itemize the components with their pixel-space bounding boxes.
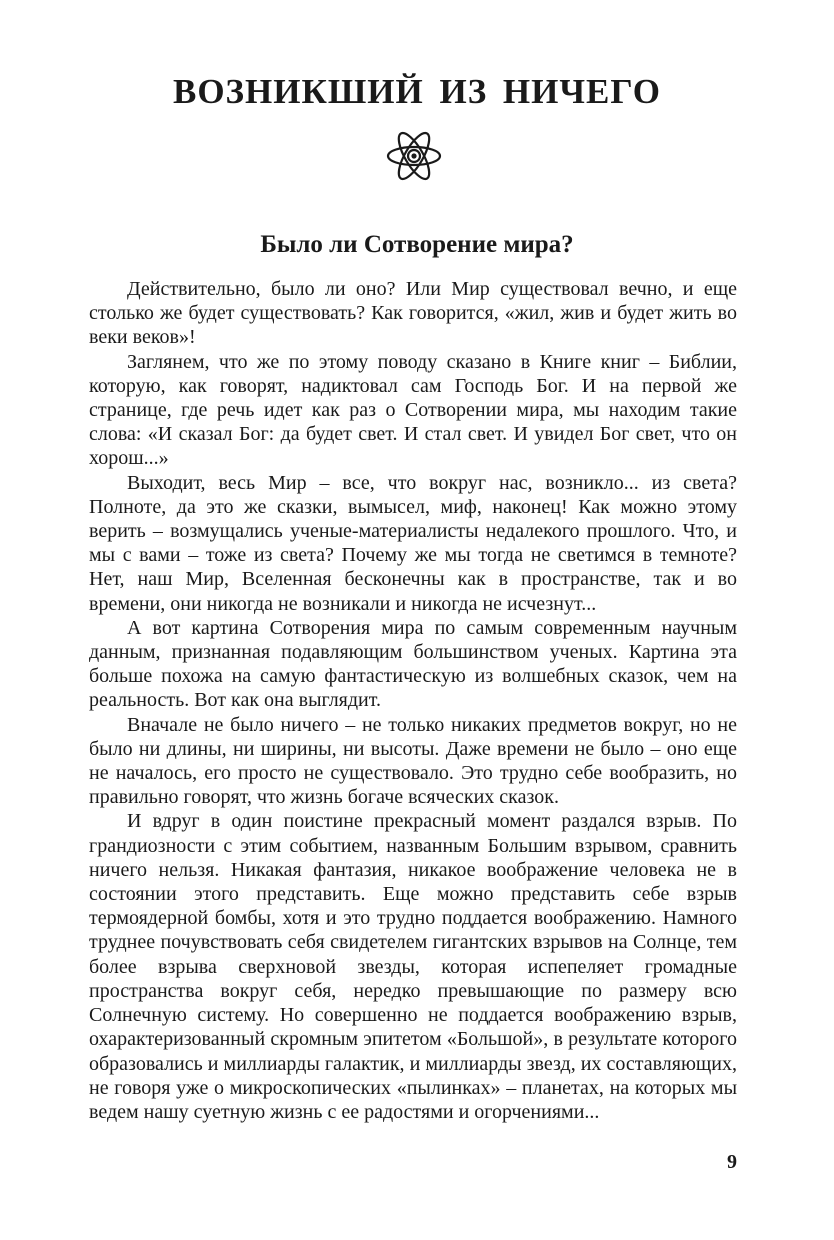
paragraph: И вдруг в один поистине прекрасный момент раздался взрыв. По грандиозности с этим событием, названным Большим взрывом, сравнить ничего нельзя. Никакая фантазия, никакое воображение человека не в состоянии этого представить. Еще можно представить себе взрыв термоядерной бомбы, хотя и это трудно поддается воображению. Намного труднее почувствовать себя свидетелем гигантских взрывов на Солнце, тем более взрыва сверхновой звезды, которая испепеляет громадные пространства вокруг себя, нередко превышающие по размеру всю Солнечную систему. Но совершенно не поддается воображению взрыв, охарактеризованный скромным эпитетом «Большой», в результате которого образовались и миллиарды галактик, и миллиарды звезд, их составляющих, не говоря уже о микроскопических «пылинках» – планетах, на которых мы ведем нашу суетную жизнь с ее радостями и огорчениями... <box>89 810 737 1123</box>
paragraph: Выходит, весь Мир – все, что вокруг нас, возникло... из света? Полноте, да это же сказки, вымысел, миф, наконец! Как можно этому верить – возмущались ученые-материалисты недалекого прошлого. Что, и мы с вами – тоже из света? Почему же мы тогда не светимся в темноте? Нет, наш Мир, Вселенная бесконечны как в пространстве, так и во времени, они никогда не возникали и никогда не исчезнут... <box>89 471 737 615</box>
paragraph: Вначале не было ничего – не только никаких предметов вокруг, но не было ни длины, ни ширины, ни высоты. Даже времени не было – оно еще не началось, его просто не существовало. Это трудно себе вообразить, но правильно говорят, что жизнь богаче всяческих сказок. <box>89 713 737 809</box>
atom-icon <box>384 126 444 186</box>
page-number: 9 <box>727 1151 737 1173</box>
paragraph: Действительно, было ли оно? Или Мир существовал вечно, и еще столько же будет существовать? Как говорится, «жил, жив и будет жить во веки веков»! <box>89 278 737 349</box>
paragraph: А вот картина Сотворения мира по самым современным научным данным, признанная подавляющим большинством ученых. Картина эта больше похожа на самую фантастическую из волшебных сказок, чем на реальность. Вот как она выглядит. <box>89 616 737 712</box>
body-text <box>89 277 737 1124</box>
chapter-title: ВОЗНИКШИЙ ИЗ НИЧЕГО <box>172 72 662 111</box>
section-title: Было ли Сотворение мира? <box>260 231 574 258</box>
paragraph: Заглянем, что же по этому поводу сказано в Книге книг – Библии, которую, как говорят, надиктовал сам Господь Бог. И на первой же странице, где речь идет как раз о Сотворении мира, мы находим такие слова: «И сказал Бог: да будет свет. И стал свет. И увидел Бог свет, что он хорош...» <box>89 350 737 470</box>
